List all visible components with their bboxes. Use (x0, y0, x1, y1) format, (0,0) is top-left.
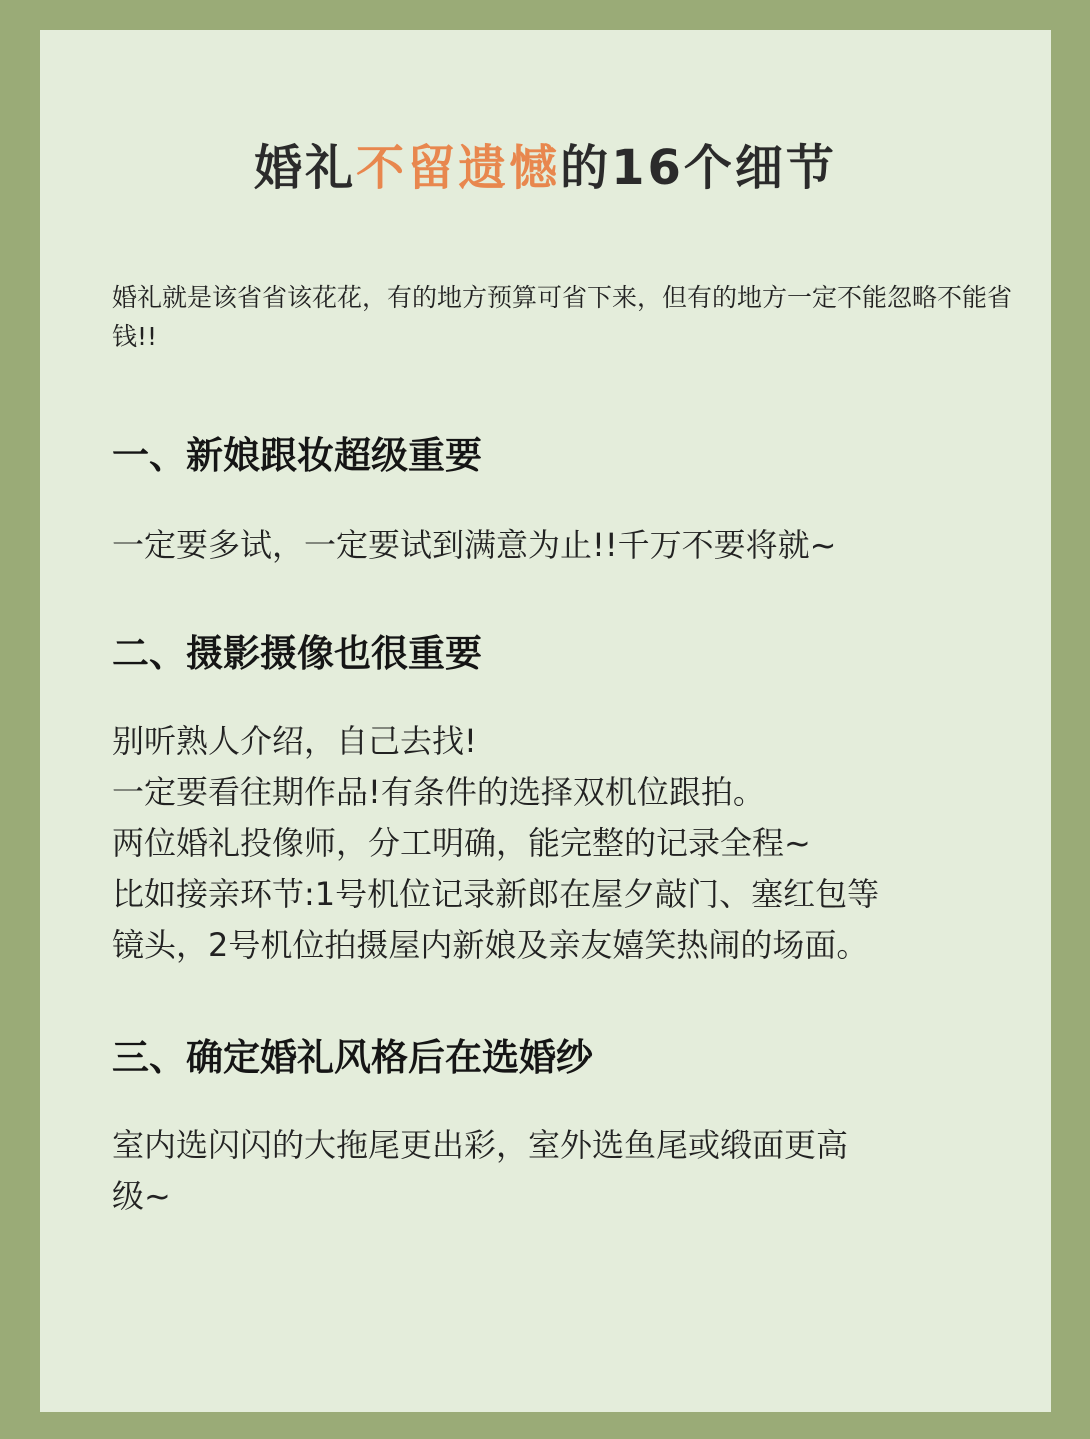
section-body-1 (112, 520, 1012, 571)
section-heading-1: 一、新娘跟妆超级重要 (112, 434, 482, 477)
section-2-line: 比如接亲环节:1号机位记录新郎在屋夕敲门、塞红包等 (112, 875, 880, 913)
section-body-2 (112, 716, 1012, 971)
content-card (40, 30, 1051, 1412)
title-part-1: 婚礼 (254, 140, 357, 196)
section-body-3 (112, 1120, 1012, 1222)
section-3-line: 室内选闪闪的大拖尾更出彩，室外选鱼尾或缎面更高 (112, 1126, 849, 1164)
section-2-line: 镜头，2号机位拍摄屋内新娘及亲友嬉笑热闹的场面。 (112, 926, 869, 964)
section-2-line: 两位婚礼投像师，分工明确，能完整的记录全程~ (112, 824, 811, 862)
section-2-line: 一定要看往期作品!有条件的选择双机位跟拍。 (112, 773, 765, 811)
page-title (40, 138, 1051, 198)
section-1-line: 一定要多试，一定要试到满意为止!!千万不要将就~ (112, 526, 837, 564)
title-highlight: 不留遗憾 (356, 140, 561, 196)
section-heading-2: 二、摄影摄像也很重要 (112, 632, 482, 675)
section-2-line: 别听熟人介绍，自己去找! (112, 722, 477, 760)
section-3-line: 级~ (112, 1177, 171, 1215)
intro-paragraph: 婚礼就是该省省该花花，有的地方预算可省下来，但有的地方一定不能忽略不能省钱!! (112, 283, 1013, 351)
section-heading-3: 三、确定婚礼风格后在选婚纱 (112, 1036, 593, 1079)
title-part-2: 的16个细节 (560, 140, 837, 196)
